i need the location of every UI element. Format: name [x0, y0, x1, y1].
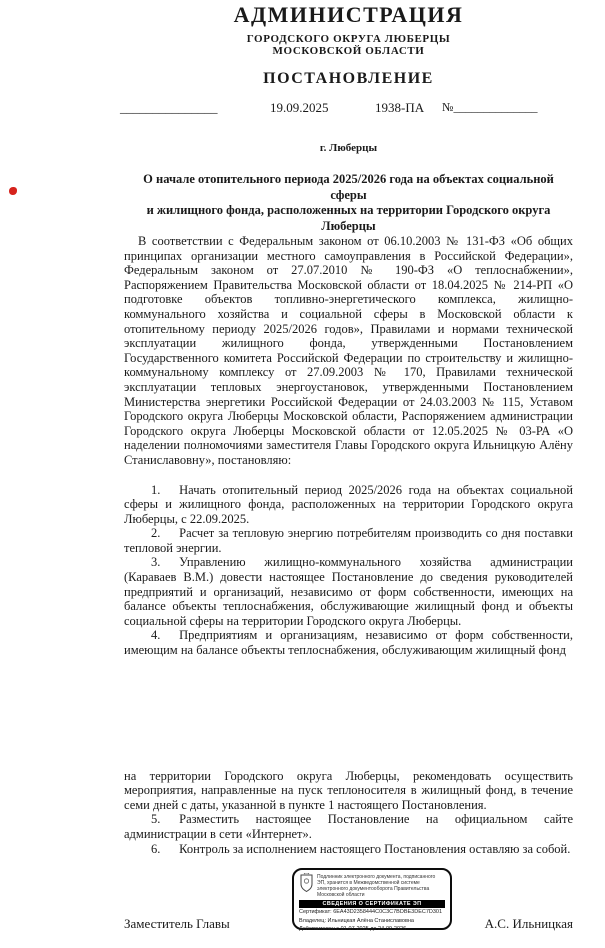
- order-item-5: 5. Разместить настоящее Постановление на официальном сайте администрации в сети «Интернет».: [124, 812, 573, 841]
- order-item-4-page2: на территории Городского округа Люберцы, рекомендовать осуществить мероприятия, направленные на пуск теплоносителя в жилищный фонд, в течение семи дней с даты, указанной в пункте 1 настоящего Постановления.: [124, 768, 573, 812]
- red-marker-dot: [9, 187, 17, 195]
- org-subtitle-district: ГОРОДСКОГО ОКРУГА ЛЮБЕРЦЫ: [246, 33, 451, 45]
- esign-stamp: [292, 868, 452, 933]
- signature-block: [124, 868, 573, 934]
- number-sign-blank: №______________: [442, 100, 538, 114]
- doc-title: [124, 172, 573, 234]
- signature-name: А.С. Ильницкая: [484, 916, 573, 932]
- page-break-gap: [124, 658, 573, 769]
- order-item-4-page1: 4. Предприятиям и организациям, независимо от форм собственности, имеющим на балансе объекты теплоснабжения, обслуживающим жилищный фонд: [124, 628, 573, 658]
- stamp-owner-line: Владелец: Ильницкая Алёна Станиславовна: [299, 917, 414, 924]
- doc-type-heading: ПОСТАНОВЛЕНИЕ: [263, 70, 434, 87]
- order-item-3: 3. Управлению жилищно-коммунального хозяйства администрации (Караваев В.М.) довести настоящее Постановление до сведения руководителей предприятий и организаций, независимо от форм собственности, имеющих на балансе объекты теплоснабжения, обслуживающие жилищный фонд и объекты социальной сферы на территории Городского округа Люберцы.: [124, 555, 573, 628]
- org-subtitle-region: МОСКОВСКОЙ ОБЛАСТИ: [272, 45, 425, 57]
- signature-position: Заместитель Главы: [124, 916, 230, 932]
- intro-paragraph: В соответствии с Федеральным законом от 06.10.2003 № 131-ФЗ «Об общих принципах организации местного самоуправления в Российской Федерации», Федеральным законом от 27.07.2010 № 190-ФЗ «О теплоснабжении», Распоряжением Правительства Московской области от 18.04.2025 № 214-РП «О подготовке объектов топливно-энергетического комплекса, жилищно-коммунального хозяйства и социальной сферы в Московской области к отопительному периоду 2025/2026 годов», Правилами и нормами технической эксплуатации жилищного фонда, утвержденными Постановлением Государственного комитета Российской Федерации по строительству и жилищно-коммунальному комплексу от 27.09.2003 № 170, Правилами технической эксплуатации тепловых энергоустановок, утвержденными Постановлением Министерства энергетики Российской Федерации от 24.03.2003 № 115, Уставом Городского округа Люберцы Московской области, Распоряжением администрации Городского округа Люберцы Московской области от 12.05.2025 № 03-РА «О наделении полномочиями заместителя Главы Городского округа Ильницкую Алёну Станиславовну», постановляю:: [124, 234, 573, 467]
- doc-number: 1938-ПА: [375, 100, 425, 115]
- order-item-2: 2. Расчет за тепловую энергию потребителям производить со дня поставки тепловой энергии.: [124, 526, 573, 555]
- place-line: г. Люберцы: [319, 142, 378, 154]
- doc-date: 19.09.2025: [270, 100, 329, 115]
- moscow-region-coat-of-arms-icon: [299, 873, 314, 898]
- stamp-header-text: Подлинник электронного документа, подписанного ЭП, хранится в Межведомственной системе электронного документооборота Правительства Московской области: [317, 873, 436, 898]
- order-item-1: 1. Начать отопительный период 2025/2026 года на объектах социальной сферы и жилищного фонда, расположенных на территории Городского округа Люберцы, с 22.09.2025.: [124, 482, 573, 526]
- stamp-validity-line: Действителен с 01-07-2025 до 24-09-2026: [299, 926, 407, 933]
- order-item-6: 6. Контроль за исполнением настоящего Постановления оставляю за собой.: [151, 841, 571, 856]
- document-content: [120, 0, 573, 934]
- org-title: АДМИНИСТРАЦИЯ: [233, 2, 464, 27]
- blank-line-left: _______________: [120, 100, 218, 115]
- doc-title-line2: и жилищного фонда, расположенных на территории Городского округа Люберцы: [146, 203, 551, 233]
- doc-title-line1: О начале отопительного периода 2025/2026 года на объектах социальной сферы: [143, 172, 554, 202]
- stamp-top-row: [299, 873, 445, 898]
- stamp-band-title: СВЕДЕНИЯ О СЕРТИФИКАТЕ ЭП: [299, 900, 445, 908]
- date-number-row: [120, 100, 573, 116]
- stamp-certificate-line: Сертификат: 6EA43D2358444C0C3C7BDBE3DEC7D301: [299, 909, 443, 916]
